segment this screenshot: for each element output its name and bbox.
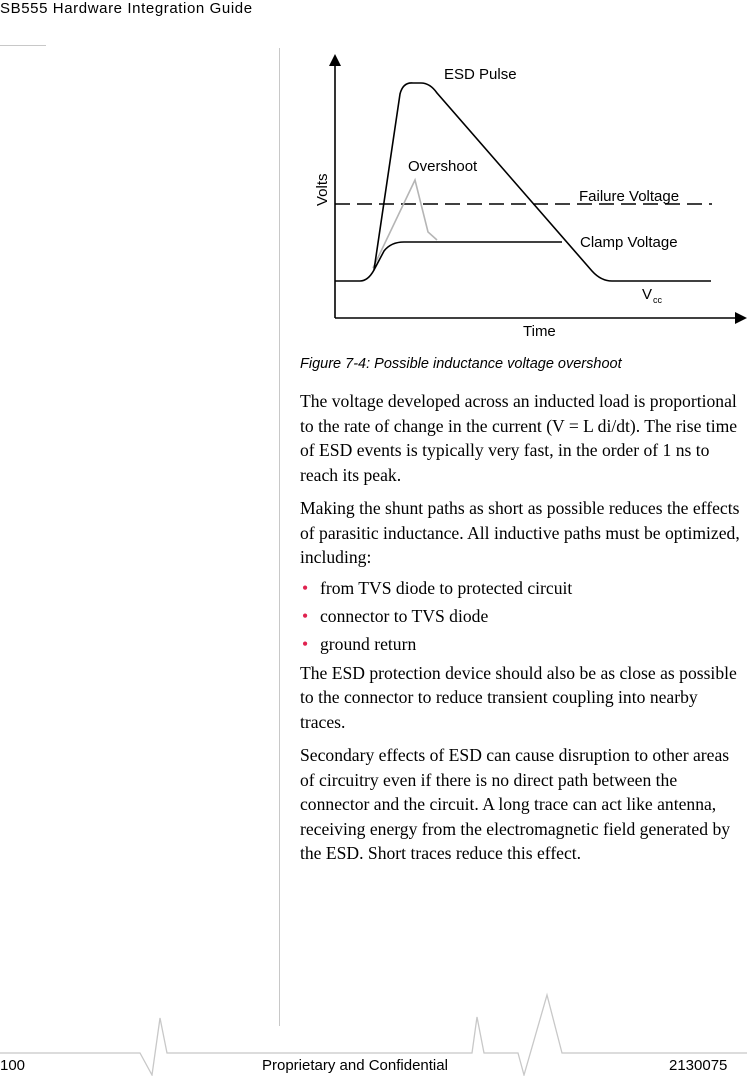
document-number: 2130075: [669, 1057, 728, 1074]
list-item: [300, 630, 740, 658]
figure-caption: Figure 7-4: Possible inductance voltage overshoot: [300, 356, 622, 372]
list-item-text: from TVS diode to protected circuit: [320, 577, 573, 598]
list-item-text: connector to TVS diode: [320, 605, 489, 626]
overshoot-label: Overshoot: [408, 158, 478, 175]
body-text: [300, 389, 740, 875]
footer-confidential: Proprietary and Confidential: [262, 1057, 448, 1074]
esd-pulse-label: ESD Pulse: [444, 66, 517, 83]
y-axis-arrow: [329, 54, 341, 66]
list-item: [300, 574, 740, 602]
clamp-voltage-label: Clamp Voltage: [580, 234, 678, 251]
list-item-text: ground return: [320, 633, 417, 654]
bullet-icon: •: [302, 605, 309, 626]
paragraph-protection-device: The ESD protection device should also be as close as possible to the connector to reduce transient coupling into nearby traces.: [300, 662, 737, 732]
x-axis-arrow: [735, 312, 747, 324]
page-number: 100: [0, 1057, 26, 1074]
esd-pulse-curve: [374, 83, 711, 281]
esd-pulse-figure: [300, 52, 747, 347]
list-item: [300, 602, 740, 630]
paragraph-secondary-effects: Secondary effects of ESD can cause disruption to other areas of circuitry even if there is no direct path between the connector and the circuit. A long trace can act like antenna, receiving energy from the electromagnetic field generated by the ESD. Short traces reduce this effect.: [300, 745, 731, 863]
vcc-label: V: [642, 286, 653, 303]
x-axis-label: Time: [523, 323, 556, 340]
header-rule: [0, 45, 46, 46]
header-title: SB555 Hardware Integration Guide: [0, 0, 253, 17]
bullet-icon: •: [302, 633, 309, 654]
bullet-icon: •: [302, 577, 309, 598]
inductive-paths-list: [300, 574, 740, 658]
paragraph-shunt-paths: Making the shunt paths as short as possible reduces the effects of parasitic inductance. All inductive paths must be optimized, including:: [300, 498, 740, 567]
paragraph-inductance: The voltage developed across an inducted load is proportional to the rate of change in the current (V = L di/dt). The rise time of ESD events is typically very fast, in the order of 1 ns to reach its peak.: [300, 391, 738, 485]
clamp-voltage-curve: [335, 242, 562, 281]
y-axis-label: Volts: [314, 173, 331, 206]
failure-voltage-label: Failure Voltage: [579, 188, 680, 205]
margin-divider: [279, 48, 280, 1026]
vcc-subscript: cc: [653, 295, 662, 305]
